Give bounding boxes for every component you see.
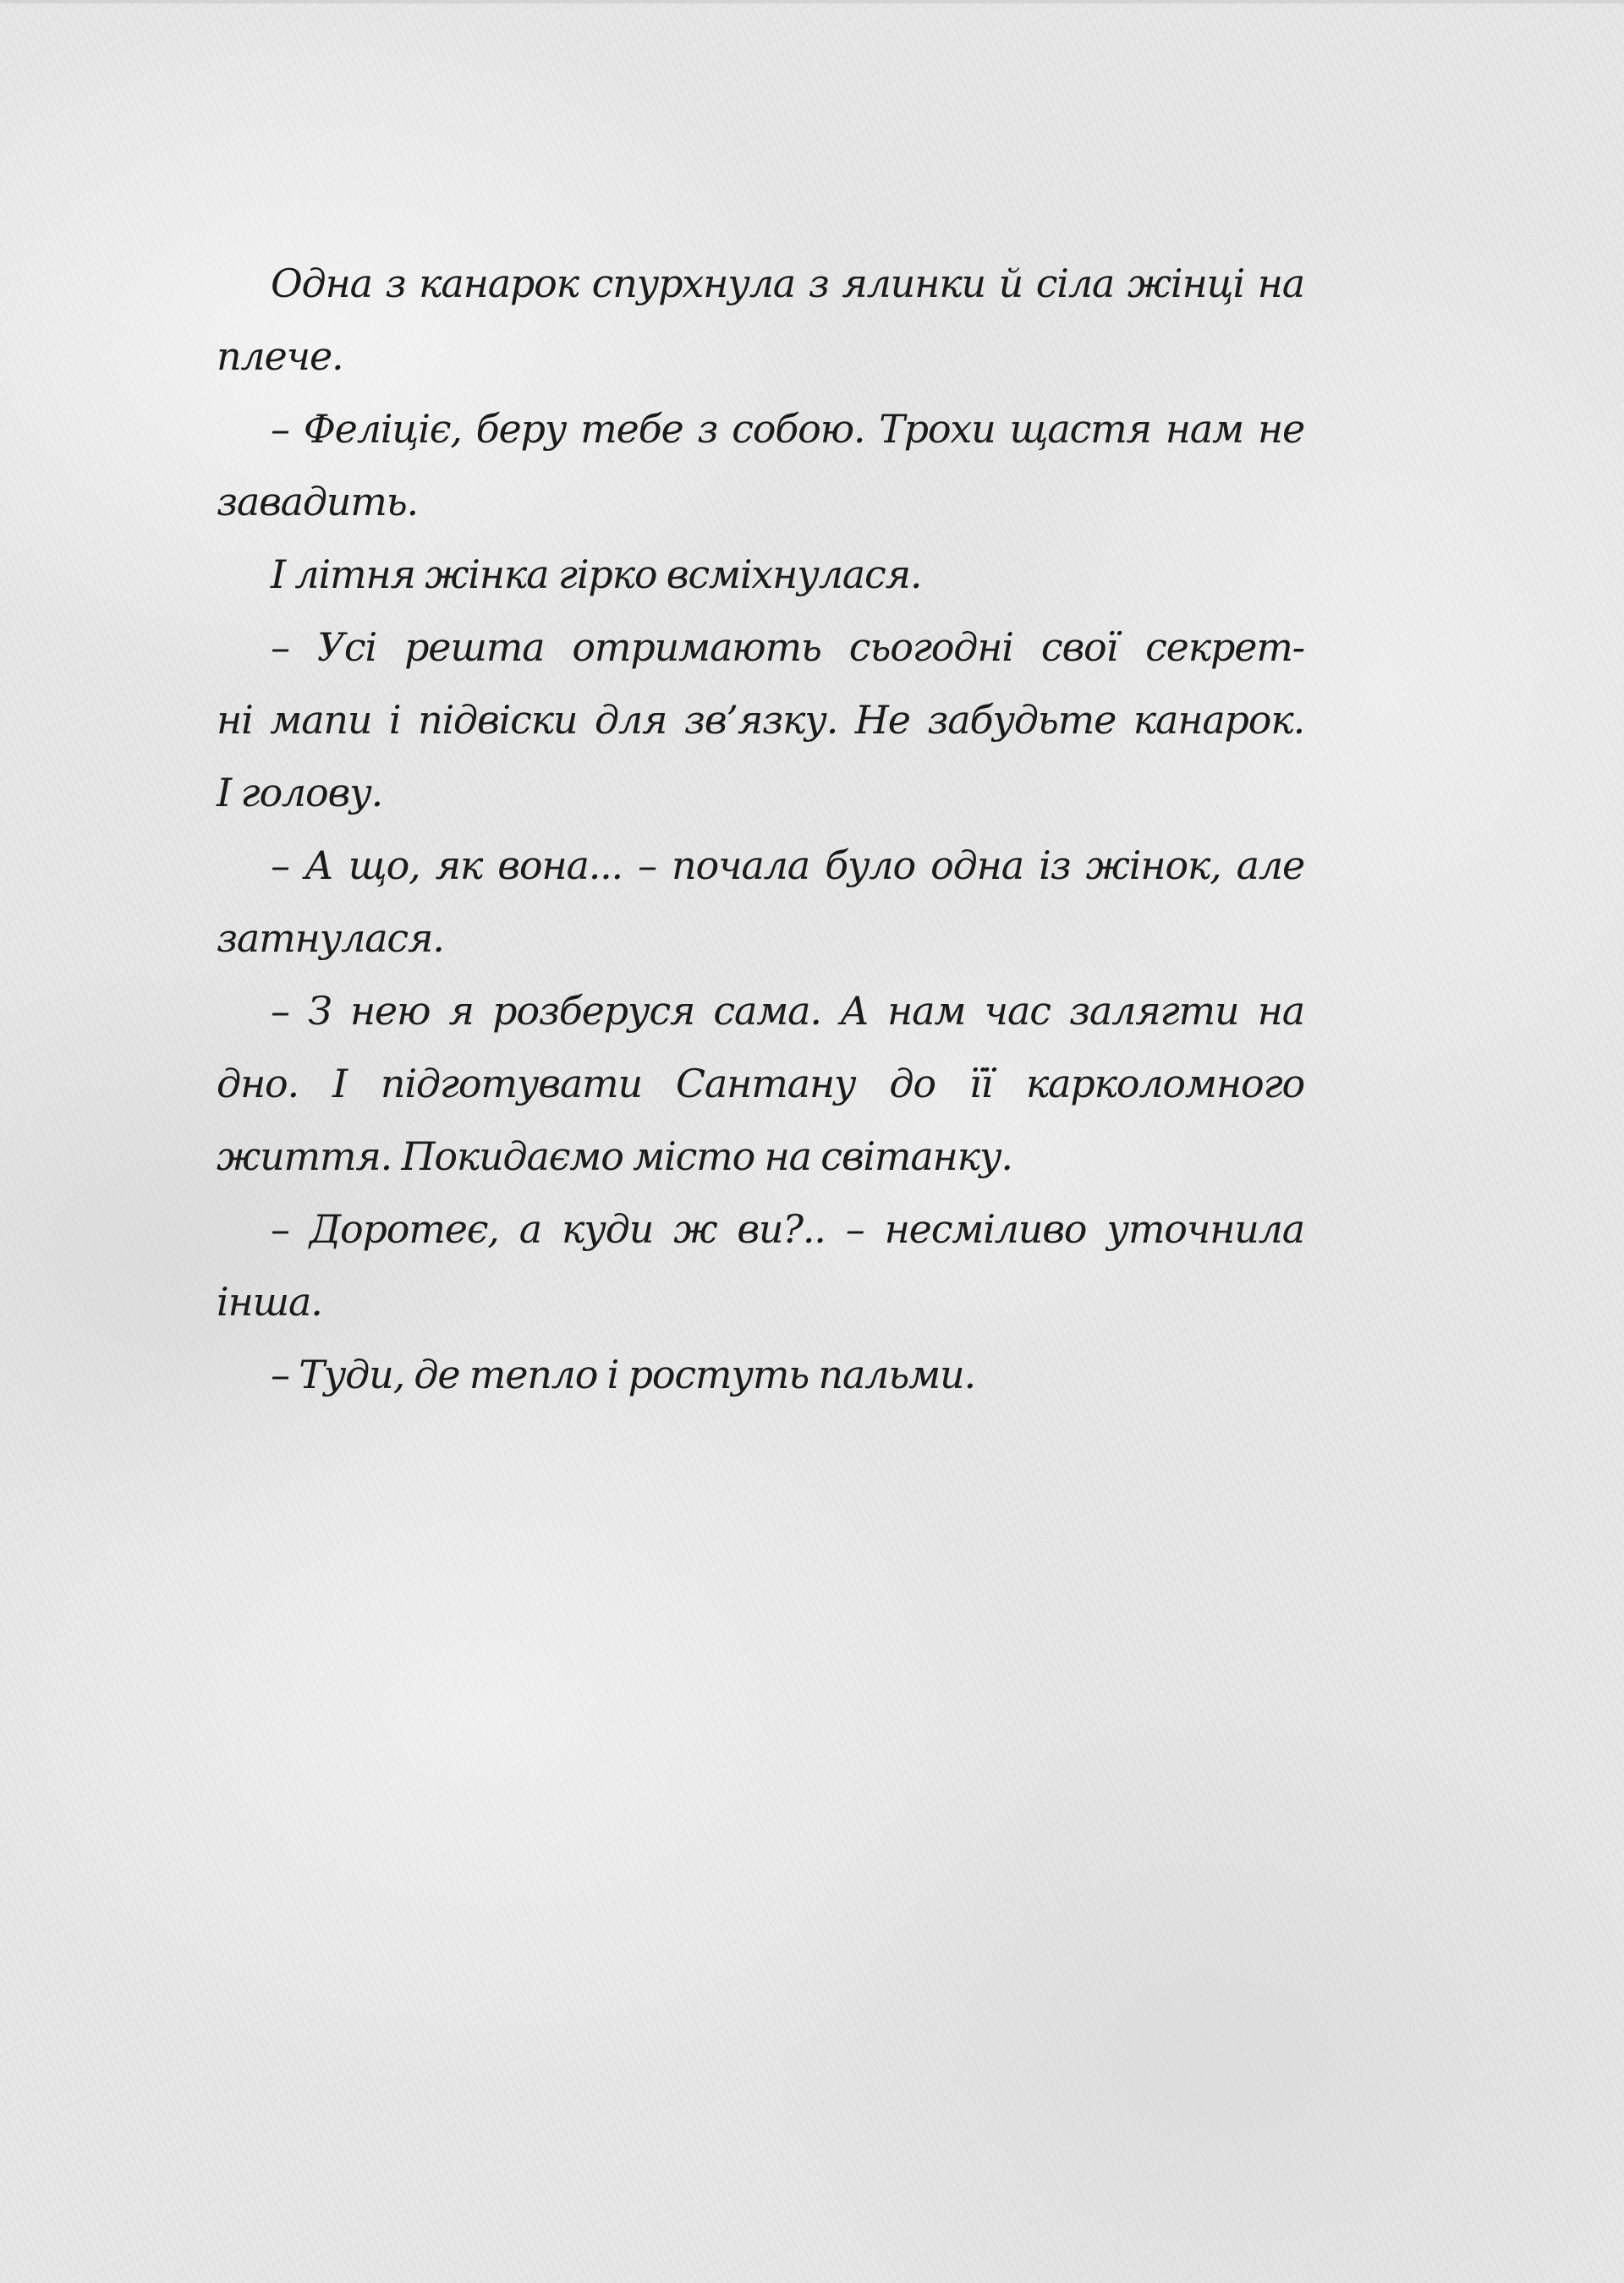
text-line: – Усі решта отримають сьогодні свої секрет- bbox=[271, 624, 1304, 670]
text-line: – Туди, де тепло і ростуть пальми. bbox=[271, 1352, 975, 1397]
text-line: затнулася. bbox=[217, 915, 444, 961]
page-top-edge bbox=[0, 0, 1624, 3]
text-line: плече. bbox=[217, 333, 343, 379]
text-line: дно. І підготувати Сантану до її карколомного bbox=[217, 1061, 1304, 1106]
text-line: І голову. bbox=[217, 770, 382, 815]
text-line: інша. bbox=[217, 1279, 322, 1325]
text-line: – З нею я розберуся сама. А нам час залягти на bbox=[271, 988, 1304, 1034]
text-line: – Феліціє, беру тебе з собою. Трохи щастя нам не bbox=[271, 406, 1304, 452]
text-line: Одна з канарок спурхнула з ялинки й сіла жінці на bbox=[271, 261, 1304, 306]
text-line: ні мапи і підвіски для зв’язку. Не забудьте канарок. bbox=[217, 697, 1304, 743]
text-line: – Доротеє, а куди ж ви?.. – несміливо уточнила bbox=[271, 1206, 1304, 1252]
text-line: завадить. bbox=[217, 479, 418, 524]
text-line: – А що, як вона... – почала було одна із жінок, але bbox=[271, 842, 1304, 888]
text-line: І літня жінка гірко всміхнулася. bbox=[271, 552, 922, 597]
text-line: життя. Покидаємо місто на світанку. bbox=[217, 1133, 1012, 1179]
